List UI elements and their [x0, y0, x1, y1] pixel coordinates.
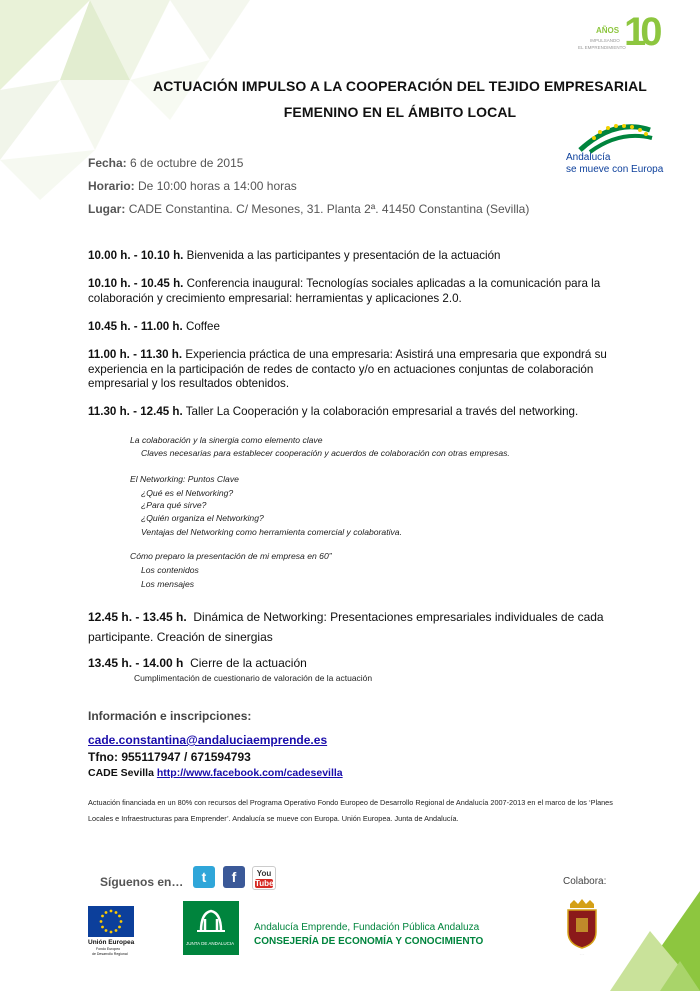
eu-name: Unión Europea: [88, 939, 135, 946]
decorative-triangles-top-left: [0, 0, 260, 200]
page-title-line-1: ACTUACIÓN IMPULSO A LA COOPERACIÓN DEL TEJIDO EMPRESARIAL: [153, 78, 647, 94]
org-line-2: CONSEJERÍA DE ECONOMÍA Y CONOCIMIENTO: [254, 936, 484, 947]
workshop-block-2-item: ¿Para qué sirve?: [141, 500, 207, 510]
eu-flag-icon: [88, 906, 134, 937]
agenda-item: [88, 249, 628, 264]
anniversary-word: AÑOS: [596, 26, 620, 35]
andalucia-logo-line-1: Andalucía: [566, 152, 611, 163]
anniversary-tagline-2: EL EMPRENDIMIENTO: [578, 45, 626, 50]
agenda-time: 13.45 h. - 14.00 h: [88, 656, 184, 670]
agenda-item: [88, 656, 628, 671]
event-date: [88, 156, 243, 170]
agenda-item: [88, 405, 628, 420]
workshop-block-2-item: ¿Qué es el Networking?: [141, 488, 234, 498]
agenda-note: Cumplimentación de cuestionario de valoración de la actuación: [134, 673, 373, 683]
event-time: [88, 179, 297, 193]
facebook-glyph: f: [231, 869, 237, 885]
workshop-block-3-item: Los mensajes: [141, 579, 195, 589]
agenda-item: [88, 607, 608, 647]
agenda-text: Bienvenida a las participantes y presentación de la actuación: [186, 249, 501, 262]
agenda-text: Coffee: [185, 320, 220, 333]
funding-note-line-2: Locales e Infraestructuras para Emprender’. Andalucía se mueve con Europa. Unión Europea. Junta de Andalucía.: [88, 814, 459, 823]
anniversary-logo: [578, 10, 660, 56]
place-value: CADE Constantina. C/ Mesones, 31. Planta 2ª. 41450 Constantina (Sevilla): [128, 202, 530, 216]
workshop-block-2-title: El Networking: Puntos Clave: [130, 474, 239, 484]
event-place: [88, 202, 529, 216]
facebook-icon[interactable]: [223, 866, 245, 888]
youtube-icon[interactable]: [252, 866, 276, 890]
decorative-triangles-bottom-right: [590, 891, 700, 991]
contact-email-link[interactable]: cade.constantina@andaluciaemprende.es: [88, 733, 328, 747]
agenda-item: [88, 348, 628, 392]
page-title-line-2: FEMENINO EN EL ÁMBITO LOCAL: [283, 104, 517, 120]
agenda-time: 10.45 h. - 11.00 h.: [88, 320, 183, 333]
date-value: 6 de octubre de 2015: [130, 156, 244, 170]
contact-heading: Información e inscripciones:: [88, 709, 252, 723]
andalucia-europa-logo: [560, 122, 664, 178]
twitter-icon[interactable]: [193, 866, 215, 888]
agenda-text: Cierre de la actuación: [190, 656, 307, 670]
anniversary-number: 10: [624, 10, 657, 54]
andalucia-stars-icon: [560, 122, 660, 154]
contact-phone: Tfno: 955117947 / 671594793: [88, 750, 251, 764]
agenda-time: 11.00 h. - 11.30 h.: [88, 348, 183, 361]
eu-fund-2: de Desarrollo Regional: [92, 952, 128, 956]
org-line-1: Andalucía Emprende, Fundación Pública Andaluza: [254, 922, 480, 933]
agenda-time: 12.45 h. - 13.45 h.: [88, 610, 187, 624]
contact-facebook: [88, 767, 343, 779]
agenda-time: 11.30 h. - 12.45 h.: [88, 405, 183, 418]
agenda-time: 10.00 h. - 10.10 h.: [88, 249, 184, 262]
agenda-text: Conferencia inaugural: Tecnologías sociales aplicadas a la comunicación para la colaboración y crecimiento empresarial: herramientas y aplicaciones 2.0.: [88, 277, 601, 305]
collabora-label: Colabora:: [563, 876, 607, 887]
time-label: Horario:: [88, 179, 135, 193]
agenda-text: Experiencia práctica de una empresaria: Asistirá una empresaria que expondrá su experiencia en la participación de redes de contacto y/o en actuaciones conjuntas de colaboración empresarial y los resultados obtenidos.: [88, 348, 607, 390]
junta-andalucia-logo: [183, 901, 239, 955]
workshop-block-2-item: Ventajas del Networking como herramienta comercial y colaborativa.: [141, 527, 402, 537]
youtube-you: You: [256, 869, 272, 878]
facebook-label: CADE Sevilla: [88, 767, 154, 779]
workshop-block-3-item: Los contenidos: [141, 565, 199, 575]
eu-fund-1: Fondo Europeo: [96, 947, 121, 951]
agenda-item: [88, 320, 628, 335]
workshop-block-1-item: Claves necesarias para establecer cooperación y acuerdos de colaboración con otras empresas.: [141, 448, 510, 458]
agenda-text: Dinámica de Networking: Presentaciones empresariales individuales de cada participante. Creación de sinergias: [88, 610, 604, 644]
anniversary-tagline-1: IMPULSANDO: [590, 38, 620, 43]
andalucia-logo-line-2: se mueve con Europa: [566, 164, 664, 175]
eu-logo: [88, 906, 140, 958]
facebook-link[interactable]: http://www.facebook.com/cadesevilla: [156, 767, 343, 779]
workshop-block-2-item: ¿Quién organiza el Networking?: [141, 513, 264, 523]
twitter-glyph: t: [201, 869, 207, 885]
youtube-tube: Tube: [255, 879, 274, 888]
time-value: De 10:00 horas a 14:00 horas: [138, 179, 297, 193]
date-label: Fecha:: [88, 156, 127, 170]
workshop-block-3-title: Cómo preparo la presentación de mi empresa en 60”: [130, 551, 332, 561]
agenda-item: [88, 277, 628, 306]
place-label: Lugar:: [88, 202, 126, 216]
workshop-block-1-title: La colaboración y la sinergia como elemento clave: [130, 435, 323, 445]
agenda-text: Taller La Cooperación y la colaboración empresarial a través del networking.: [185, 405, 579, 418]
svg-text:· · ·: · · ·: [579, 952, 585, 956]
junta-label: JUNTA DE ANDALUCIA: [186, 941, 235, 946]
funding-note-line-1: Actuación financiada en un 80% con recursos del Programa Operativo Fondo Europeo de Desarrollo Regional de Andalucía 2007-2013 en el marco de los ‘Planes: [88, 798, 613, 807]
junta-emblem-icon: [183, 901, 239, 941]
follow-us-label: Síguenos en…: [100, 875, 184, 889]
agenda-time: 10.10 h. - 10.45 h.: [88, 277, 184, 290]
